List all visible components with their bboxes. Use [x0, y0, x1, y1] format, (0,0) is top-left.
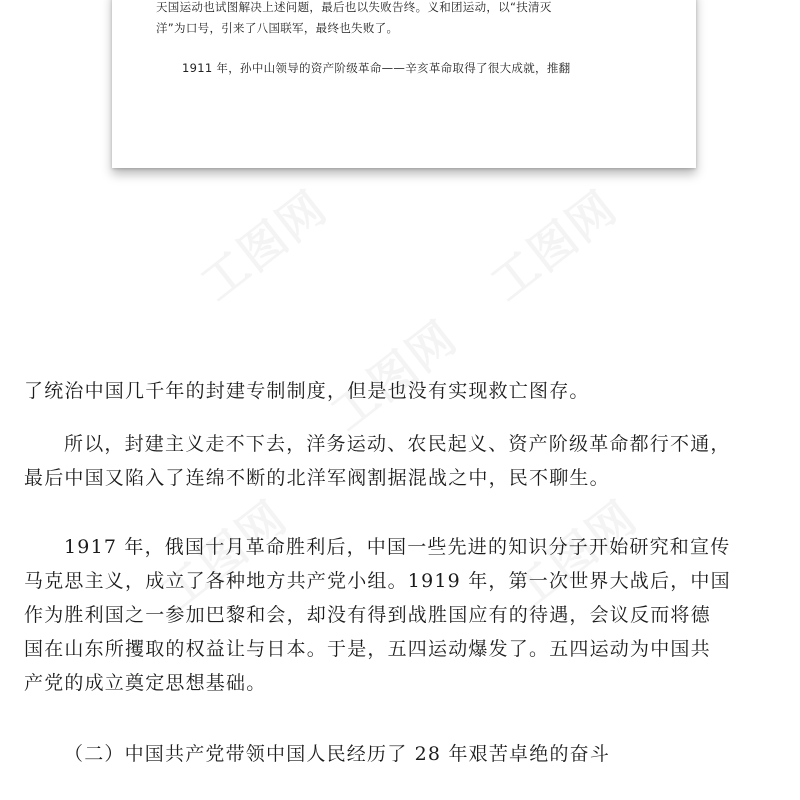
paragraph-line: 1917 年，俄国十月革命胜利后，中国一些先进的知识分子开始研究和宣传 [64, 536, 731, 558]
paragraph-line: 最后中国又陷入了连绵不断的北洋军阀割据混战之中，民不聊生。 [24, 467, 610, 489]
paragraph [24, 530, 784, 700]
watermark [185, 173, 339, 314]
card-text-line: 天国运动也试图解决上述问题，最后也以失败告终。义和团运动，以“扶清灭 [156, 0, 552, 14]
page-preview-card [112, 0, 696, 168]
paragraph-line: 所以，封建主义走不下去，洋务运动、农民起义、资产阶级革命都行不通， [64, 433, 731, 455]
watermark [475, 173, 629, 314]
paragraph [24, 427, 784, 495]
paragraph-line: 国在山东所攫取的权益让与日本。于是，五四运动爆发了。五四运动为中国共 [24, 638, 711, 660]
card-text-line: 洋”为口号，引来了八国联军，最终也失败了。 [156, 21, 399, 35]
paragraph-line: 作为胜利国之一参加巴黎和会，却没有得到战胜国应有的待遇，会议反而将德 [24, 604, 711, 626]
paragraph-line: 了统治中国几千年的封建专制制度，但是也没有实现救亡图存。 [24, 380, 590, 402]
section-heading [24, 737, 784, 771]
card-text-line: 1911 年，孙中山领导的资产阶级革命——辛亥革命取得了很大成就，推翻 [182, 61, 571, 75]
paragraph [24, 374, 784, 408]
paragraph-line: 产党的成立奠定思想基础。 [24, 672, 267, 694]
watermark [315, 303, 469, 444]
heading-text: （二）中国共产党带领中国人民经历了 28 年艰苦卓绝的奋斗 [64, 743, 611, 765]
paragraph-line: 马克思主义，成立了各种地方共产党小组。1919 年，第一次世界大战后，中国 [24, 570, 731, 592]
